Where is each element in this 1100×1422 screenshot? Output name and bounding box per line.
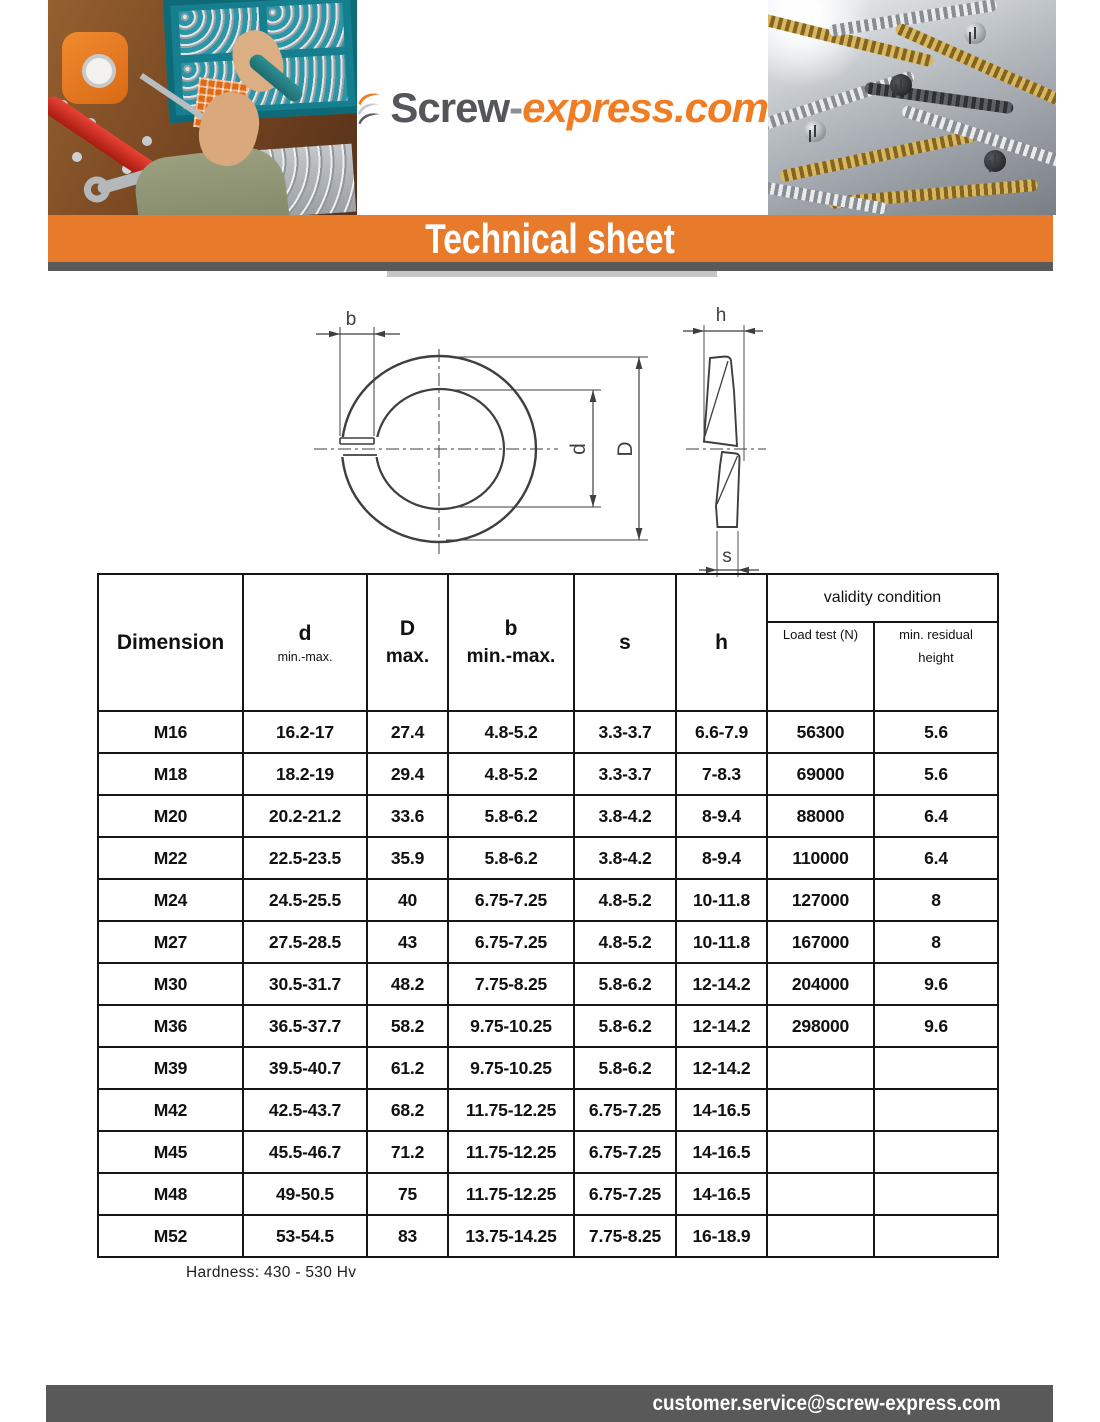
table-row [98,711,998,753]
cell-D-max: 83 [367,1215,448,1257]
logo-text-orange: express.com [522,83,768,131]
cell-s: 6.75-7.25 [574,1089,676,1131]
cell-s: 6.75-7.25 [574,1173,676,1215]
cell-load-test [767,1047,874,1089]
cell-residual-height: 8 [874,921,998,963]
header-d-sublabel: min.-max. [277,649,333,664]
tape-measure-decoration [62,32,128,104]
cell-load-test: 69000 [767,753,874,795]
cell-h: 14-16.5 [676,1131,767,1173]
cell-d-minmax: 36.5-37.7 [243,1005,367,1047]
cell-h: 8-9.4 [676,837,767,879]
header-dimension [98,574,243,711]
cell-d-minmax: 42.5-43.7 [243,1089,367,1131]
cell-s: 5.8-6.2 [574,963,676,1005]
cell-load-test: 298000 [767,1005,874,1047]
cell-dimension: M36 [98,1005,243,1047]
cell-dimension: M27 [98,921,243,963]
dim-label-b: b [345,309,357,330]
cell-s: 4.8-5.2 [574,879,676,921]
dim-label-D: D [614,441,637,457]
logo-text [390,84,768,132]
cell-d-minmax: 16.2-17 [243,711,367,753]
cell-d-minmax: 30.5-31.7 [243,963,367,1005]
cell-s: 7.75-8.25 [574,1215,676,1257]
cell-b-minmax: 13.75-14.25 [448,1215,574,1257]
cell-h: 6.6-7.9 [676,711,767,753]
cell-load-test [767,1131,874,1173]
hardness-note: Hardness: 430 - 530 Hv [186,1264,357,1281]
screws-pile-photo [768,0,1056,215]
cell-load-test [767,1215,874,1257]
cell-s: 6.75-7.25 [574,1131,676,1173]
header-D-label: D [399,617,416,640]
table-row [98,1089,998,1131]
cell-dimension: M45 [98,1131,243,1173]
cell-dimension: M42 [98,1089,243,1131]
cell-d-minmax: 39.5-40.7 [243,1047,367,1089]
cell-b-minmax: 4.8-5.2 [448,711,574,753]
cell-b-minmax: 4.8-5.2 [448,753,574,795]
table-row [98,837,998,879]
header-validity-condition: validity condition [767,574,998,622]
table-row [98,753,998,795]
cell-D-max: 33.6 [367,795,448,837]
table-row [98,1173,998,1215]
header-residual-line2: height [918,650,954,666]
cell-residual-height: 8 [874,879,998,921]
cell-b-minmax: 7.75-8.25 [448,963,574,1005]
table-row [98,963,998,1005]
cell-residual-height [874,1173,998,1215]
cell-dimension: M24 [98,879,243,921]
cell-s: 5.8-6.2 [574,1047,676,1089]
washer-technical-drawing [290,296,780,588]
cell-d-minmax: 24.5-25.5 [243,879,367,921]
cell-D-max: 71.2 [367,1131,448,1173]
cell-s: 3.3-3.7 [574,711,676,753]
header-D-sublabel: max. [385,646,430,667]
cell-D-max: 68.2 [367,1089,448,1131]
dim-label-d: d [567,443,590,455]
table-row [98,879,998,921]
cell-residual-height [874,1131,998,1173]
cell-h: 14-16.5 [676,1173,767,1215]
divider-strip [48,262,1053,271]
header-b [448,574,574,711]
table-row [98,1131,998,1173]
cell-residual-height: 5.6 [874,753,998,795]
header-residual-height [874,622,998,711]
cell-h: 10-11.8 [676,879,767,921]
cell-D-max: 61.2 [367,1047,448,1089]
header-D [367,574,448,711]
table-row [98,795,998,837]
cell-s: 3.8-4.2 [574,795,676,837]
cell-load-test [767,1089,874,1131]
cell-d-minmax: 53-54.5 [243,1215,367,1257]
cell-d-minmax: 45.5-46.7 [243,1131,367,1173]
cell-dimension: M30 [98,963,243,1005]
contact-email: customer.service@screw-express.com [652,1391,1001,1415]
cell-residual-height [874,1215,998,1257]
cell-b-minmax: 11.75-12.25 [448,1089,574,1131]
header-d-label: d [298,621,312,645]
cell-s: 4.8-5.2 [574,921,676,963]
cell-h: 8-9.4 [676,795,767,837]
table-row [98,1047,998,1089]
table-row [98,1005,998,1047]
cell-load-test: 56300 [767,711,874,753]
logo-swoosh-icon [357,72,380,144]
cell-load-test: 204000 [767,963,874,1005]
header-s-label: s [619,630,631,654]
table-row [98,1215,998,1257]
footer-bar [46,1385,1053,1422]
cell-b-minmax: 5.8-6.2 [448,795,574,837]
logo-text-dark: Screw [390,83,510,131]
cell-residual-height: 9.6 [874,963,998,1005]
cell-D-max: 29.4 [367,753,448,795]
cell-h: 10-11.8 [676,921,767,963]
cell-D-max: 27.4 [367,711,448,753]
cell-residual-height [874,1089,998,1131]
cell-h: 7-8.3 [676,753,767,795]
header-h-label: h [715,630,728,654]
cell-h: 14-16.5 [676,1089,767,1131]
cell-dimension: M16 [98,711,243,753]
cell-s: 5.8-6.2 [574,1005,676,1047]
title-banner [48,215,1053,262]
cell-b-minmax: 9.75-10.25 [448,1047,574,1089]
header-b-sublabel: min.-max. [466,646,556,667]
cell-b-minmax: 9.75-10.25 [448,1005,574,1047]
table-row [98,921,998,963]
cell-d-minmax: 18.2-19 [243,753,367,795]
cell-load-test: 88000 [767,795,874,837]
cell-dimension: M20 [98,795,243,837]
table-header [98,574,998,711]
cell-D-max: 40 [367,879,448,921]
cell-load-test: 167000 [767,921,874,963]
cell-s: 3.8-4.2 [574,837,676,879]
header-d [243,574,367,711]
header-load-test: Load test (N) [767,622,874,711]
cell-dimension: M39 [98,1047,243,1089]
header-b-label: b [504,617,518,640]
cell-h: 12-14.2 [676,1005,767,1047]
cell-dimension: M48 [98,1173,243,1215]
cell-b-minmax: 11.75-12.25 [448,1131,574,1173]
cell-residual-height: 9.6 [874,1005,998,1047]
cell-d-minmax: 49-50.5 [243,1173,367,1215]
cell-dimension: M18 [98,753,243,795]
page-title: Technical sheet [425,214,676,262]
cell-residual-height: 6.4 [874,837,998,879]
cell-h: 16-18.9 [676,1215,767,1257]
cell-d-minmax: 22.5-23.5 [243,837,367,879]
cell-residual-height: 5.6 [874,711,998,753]
header-residual-line1: min. residual [899,627,973,642]
cell-dimension: M52 [98,1215,243,1257]
header-s [574,574,676,711]
logo-hyphen: - [509,83,523,131]
cell-s: 3.3-3.7 [574,753,676,795]
cell-load-test: 110000 [767,837,874,879]
cell-dimension: M22 [98,837,243,879]
logo [357,0,768,215]
header-h [676,574,767,711]
cell-d-minmax: 27.5-28.5 [243,921,367,963]
dimensions-table [97,573,999,1258]
cell-h: 12-14.2 [676,1047,767,1089]
table-body [98,711,998,1257]
cell-h: 12-14.2 [676,963,767,1005]
cell-load-test: 127000 [767,879,874,921]
cell-D-max: 48.2 [367,963,448,1005]
cell-residual-height: 6.4 [874,795,998,837]
cell-load-test [767,1173,874,1215]
dim-label-h: h [715,305,727,326]
workbench-photo [48,0,357,215]
divider-strip-light [387,271,717,277]
cell-D-max: 35.9 [367,837,448,879]
cell-residual-height [874,1047,998,1089]
cell-b-minmax: 11.75-12.25 [448,1173,574,1215]
header-dimension-label: Dimension [116,630,225,654]
cell-D-max: 43 [367,921,448,963]
cell-D-max: 58.2 [367,1005,448,1047]
cell-d-minmax: 20.2-21.2 [243,795,367,837]
cell-b-minmax: 6.75-7.25 [448,879,574,921]
cell-b-minmax: 5.8-6.2 [448,837,574,879]
cell-D-max: 75 [367,1173,448,1215]
dim-label-s: s [722,546,732,567]
cell-b-minmax: 6.75-7.25 [448,921,574,963]
